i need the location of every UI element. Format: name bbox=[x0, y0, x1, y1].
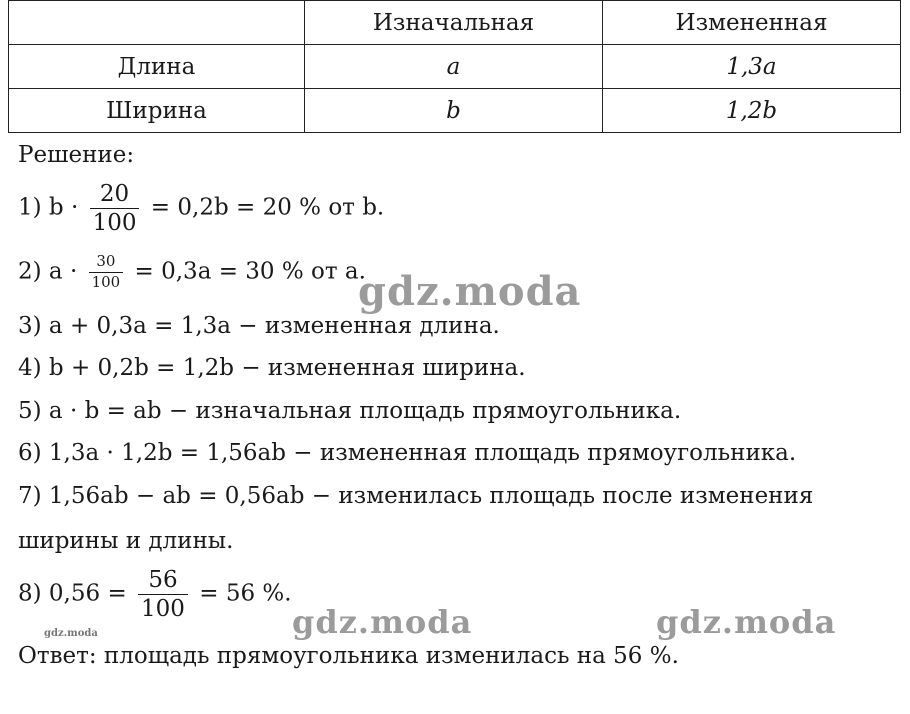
step-2-fraction bbox=[89, 254, 124, 291]
table-row bbox=[9, 89, 901, 133]
table-row bbox=[9, 45, 901, 89]
step-2-numerator: 30 bbox=[96, 252, 116, 270]
step-8-suffix: = 56 %. bbox=[199, 580, 292, 607]
answer: Ответ: площадь прямоугольника изменилась на 56 %. bbox=[18, 643, 679, 669]
step-7-line-2: ширины и длины. bbox=[18, 528, 234, 554]
step-8-numerator: 56 bbox=[148, 567, 178, 593]
watermark-tiny: gdz.moda bbox=[44, 628, 98, 639]
solution-heading: Решение: bbox=[18, 142, 135, 168]
step-2-denominator: 100 bbox=[91, 272, 121, 291]
width-original: b bbox=[305, 89, 603, 133]
step-8 bbox=[18, 568, 292, 621]
header-original: Изначальная bbox=[305, 1, 603, 45]
header-empty bbox=[9, 1, 305, 45]
watermark-bottom-right: gdz.moda bbox=[656, 603, 837, 641]
step-2-prefix: 2) a · bbox=[18, 258, 78, 285]
step-8-prefix: 8) 0,56 = bbox=[18, 580, 127, 607]
step-1-numerator: 20 bbox=[99, 181, 130, 207]
step-1-fraction bbox=[90, 182, 140, 235]
row-label-length: Длина bbox=[9, 45, 305, 89]
step-2 bbox=[18, 254, 366, 291]
width-changed: 1,2b bbox=[603, 89, 901, 133]
header-changed: Измененная bbox=[603, 1, 901, 45]
step-8-denominator: 100 bbox=[141, 596, 185, 623]
step-5: 5) a · b = ab − изначальная площадь прямоугольника. bbox=[18, 398, 682, 424]
length-changed: 1,3a bbox=[603, 45, 901, 89]
step-3: 3) a + 0,3a = 1,3a − измененная длина. bbox=[18, 313, 500, 339]
row-label-width: Ширина bbox=[9, 89, 305, 133]
step-7-line-1: 7) 1,56ab − ab = 0,56ab − изменилась площадь после изменения bbox=[18, 483, 814, 509]
step-4: 4) b + 0,2b = 1,2b − измененная ширина. bbox=[18, 355, 526, 381]
step-1 bbox=[18, 182, 384, 235]
step-2-suffix: = 0,3a = 30 % от a. bbox=[134, 258, 366, 285]
fraction-bar bbox=[138, 594, 188, 595]
step-1-denominator: 100 bbox=[92, 210, 137, 237]
watermark-main: gdz.moda bbox=[358, 268, 582, 315]
step-1-suffix: = 0,2b = 20 % от b. bbox=[150, 194, 385, 221]
fraction-bar bbox=[90, 208, 140, 209]
length-original: a bbox=[305, 45, 603, 89]
step-1-prefix: 1) b · bbox=[18, 194, 79, 221]
step-8-fraction bbox=[138, 568, 188, 621]
dimensions-table bbox=[8, 0, 901, 133]
watermark-bottom-left: gdz.moda bbox=[292, 603, 473, 641]
step-6: 6) 1,3a · 1,2b = 1,56ab − измененная площадь прямоугольника. bbox=[18, 440, 797, 466]
table-header-row bbox=[9, 1, 901, 45]
